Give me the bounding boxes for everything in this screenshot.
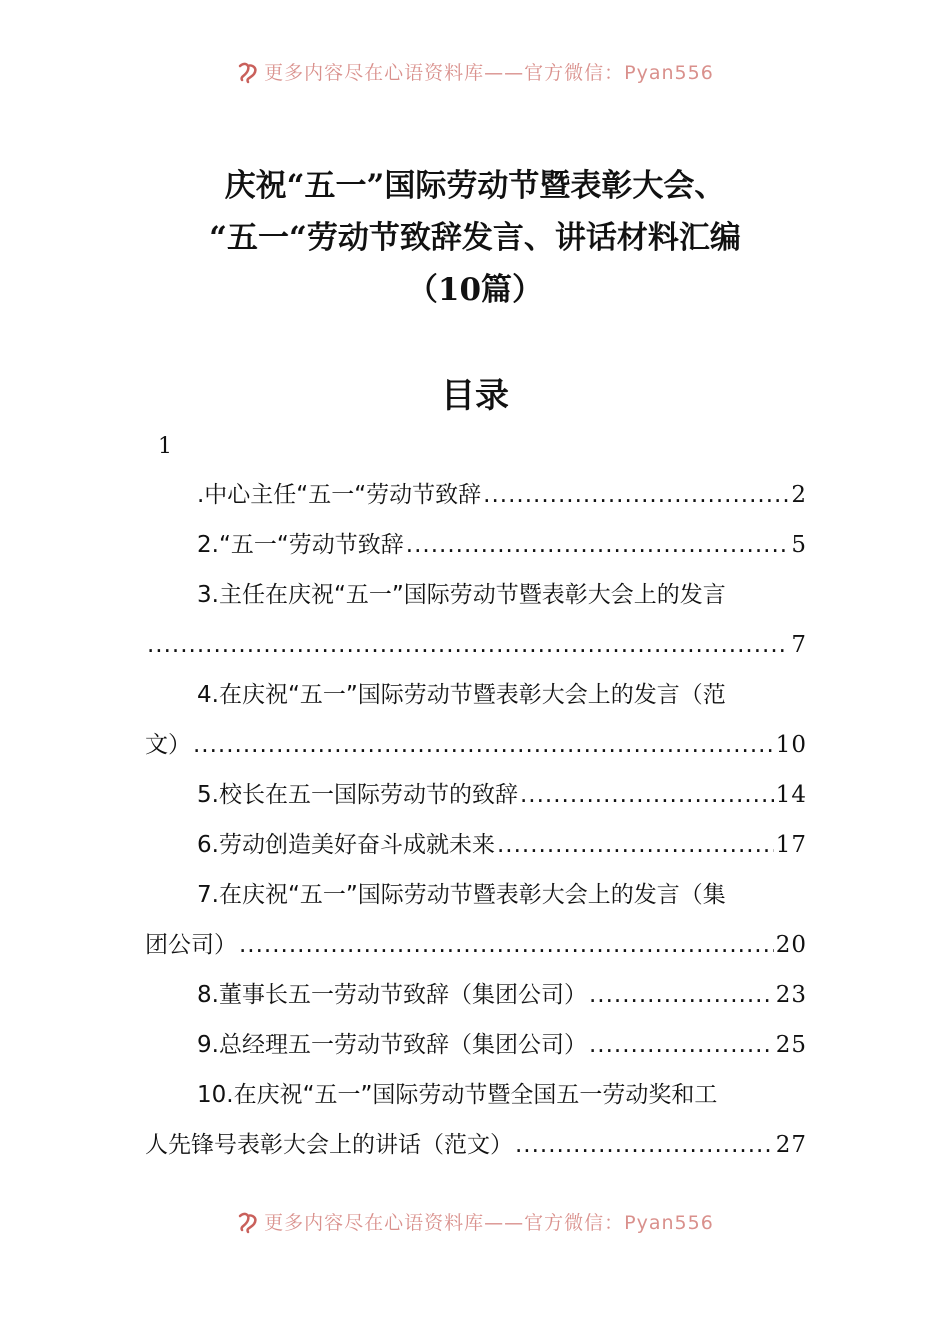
toc-entry-5[interactable]	[145, 770, 807, 820]
toc-entry-title: 3.主任在庆祝“五一”国际劳动节暨表彰大会上的发言	[197, 582, 726, 608]
table-of-contents	[145, 470, 807, 1170]
watermark-logo-icon	[236, 1210, 260, 1234]
toc-entry-8[interactable]	[145, 970, 807, 1020]
toc-entry-7[interactable]	[145, 870, 807, 970]
toc-entry-title: .中心主任“五一“劳动节致辞	[197, 482, 482, 508]
toc-entry-title-cont: 团公司）	[145, 932, 237, 958]
toc-leader-dots	[406, 520, 790, 570]
watermark-text: 更多内容尽在心语资料库——官方微信：Pyan556	[264, 62, 714, 84]
watermark-logo-icon	[236, 60, 260, 84]
toc-entry-title: 10.在庆祝“五一”国际劳动节暨全国五一劳动奖和工	[197, 1082, 718, 1108]
toc-entry-6[interactable]	[145, 820, 807, 870]
toc-entry-9[interactable]	[145, 1020, 807, 1070]
document-title	[0, 160, 950, 316]
toc-entry-3[interactable]	[145, 570, 807, 670]
toc-leader-dots	[497, 820, 774, 870]
toc-entry-10[interactable]	[145, 1070, 807, 1170]
toc-entry-4[interactable]	[145, 670, 807, 770]
toc-entry-2[interactable]	[145, 520, 807, 570]
toc-entry-title-cont: 文）	[145, 732, 191, 758]
toc-page-number: 2	[791, 482, 807, 508]
title-line-3: （10篇）	[406, 272, 544, 308]
watermark-bottom	[0, 1208, 950, 1236]
toc-leader-dots	[483, 470, 789, 520]
toc-page-number: 17	[775, 832, 807, 858]
toc-leader-dots	[515, 1120, 774, 1170]
toc-entry-title: 9.总经理五一劳动节致辞（集团公司）	[197, 1032, 587, 1058]
toc-leader-dots	[193, 720, 774, 770]
toc-page-number: 23	[775, 982, 807, 1008]
watermark-top	[0, 58, 950, 86]
toc-page-number: 7	[791, 632, 807, 658]
toc-entry-title-cont: 人先锋号表彰大会上的讲话（范文）	[145, 1132, 513, 1158]
title-line-1: 庆祝“五一”国际劳动节暨表彰大会、	[224, 168, 726, 204]
toc-page-number: 25	[775, 1032, 807, 1058]
toc-entry-title: 6.劳动创造美好奋斗成就未来	[197, 832, 495, 858]
toc-leader-dots	[589, 970, 774, 1020]
toc-page-number: 5	[791, 532, 807, 558]
toc-entry-title: 5.校长在五一国际劳动节的致辞	[197, 782, 518, 808]
toc-page-number: 27	[775, 1132, 807, 1158]
watermark-text: 更多内容尽在心语资料库——官方微信：Pyan556	[264, 1212, 714, 1234]
toc-entry-title: 7.在庆祝“五一”国际劳动节暨表彰大会上的发言（集	[197, 882, 726, 908]
toc-leader-dots	[147, 620, 789, 670]
toc-heading: 目录	[441, 376, 509, 416]
stray-number: 1	[158, 434, 172, 459]
toc-leader-dots	[589, 1020, 774, 1070]
toc-entry-title: 4.在庆祝“五一”国际劳动节暨表彰大会上的发言（范	[197, 682, 726, 708]
toc-entry-1[interactable]	[145, 470, 807, 520]
toc-page-number: 14	[775, 782, 807, 808]
toc-page-number: 20	[775, 932, 807, 958]
title-line-2: “五一“劳动节致辞发言、讲话材料汇编	[209, 220, 741, 256]
toc-entry-title: 8.董事长五一劳动节致辞（集团公司）	[197, 982, 587, 1008]
toc-leader-dots	[239, 920, 774, 970]
toc-leader-dots	[520, 770, 774, 820]
toc-entry-title: 2.“五一“劳动节致辞	[197, 532, 404, 558]
toc-page-number: 10	[775, 732, 807, 758]
